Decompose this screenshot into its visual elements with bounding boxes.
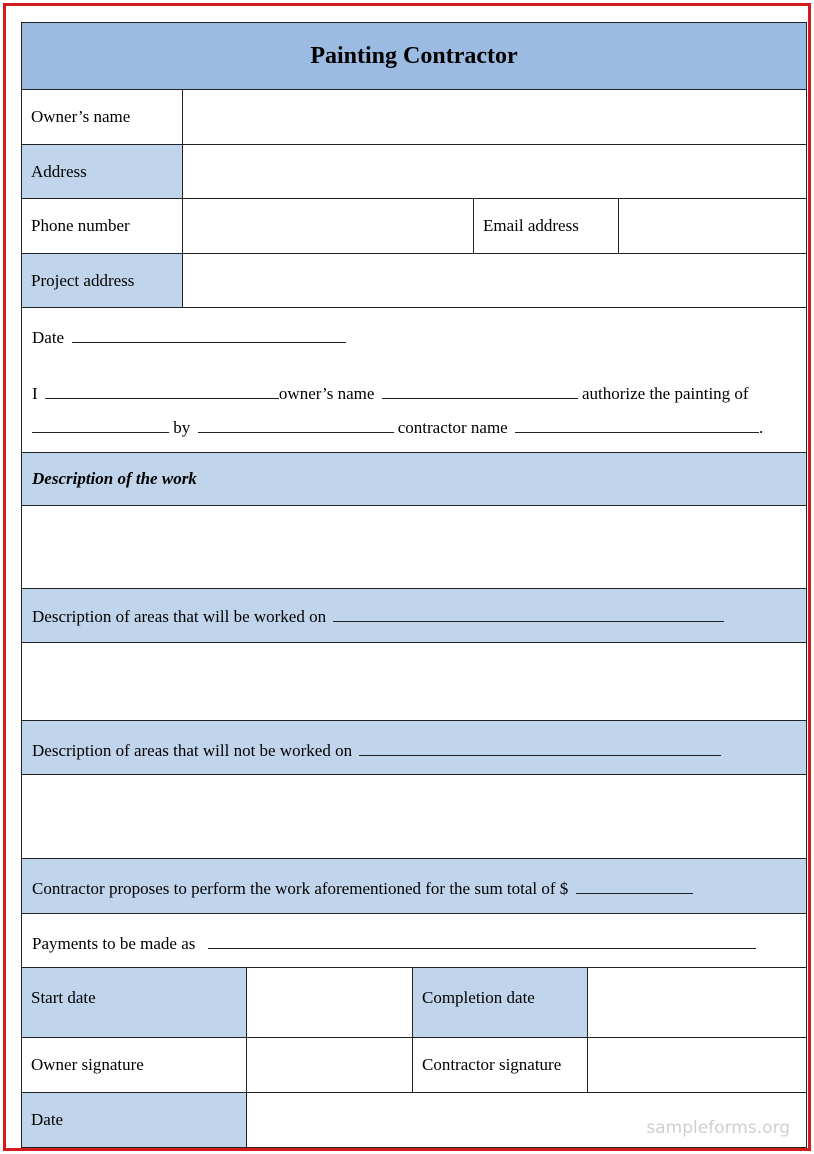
- date-line: [32, 328, 346, 348]
- owners-name-label: Owner’s name: [22, 90, 183, 144]
- phone-number-label: Phone number: [22, 199, 183, 253]
- description-work-header: [22, 453, 806, 506]
- contractor-signature-label: Contractor signature: [413, 1038, 588, 1092]
- form-sheet: [21, 22, 807, 1148]
- areas-not-worked-line: [32, 741, 721, 761]
- date-blank[interactable]: [72, 328, 346, 343]
- payments-row: [22, 914, 806, 968]
- dates-row: [22, 968, 806, 1038]
- payments-line: [32, 934, 756, 954]
- areas-worked-line: [32, 607, 724, 627]
- auth-period: .: [758, 418, 764, 437]
- areas-not-worked-blank[interactable]: [359, 741, 721, 756]
- signatures-row: [22, 1038, 806, 1093]
- auth-i-text: I: [32, 384, 38, 403]
- phone-number-field[interactable]: [183, 199, 474, 253]
- watermark: sampleforms.org: [646, 1118, 790, 1138]
- auth-by-text: by: [173, 418, 191, 437]
- owners-name-field[interactable]: [183, 90, 806, 144]
- auth-painting-blank[interactable]: [32, 418, 169, 433]
- sum-blank[interactable]: [576, 879, 693, 894]
- description-work-label: Description of the work: [32, 469, 197, 488]
- areas-worked-blank[interactable]: [333, 607, 724, 622]
- auth-owner-blank[interactable]: [45, 384, 279, 399]
- phone-email-row: [22, 199, 806, 254]
- authorize-line-2: [32, 418, 763, 438]
- sum-label: Contractor proposes to perform the work aforementioned for the sum total of $: [32, 879, 569, 898]
- address-label: Address: [22, 145, 183, 198]
- areas-worked-header: [22, 589, 806, 643]
- payments-label: Payments to be made as: [32, 934, 196, 953]
- project-address-label: Project address: [22, 254, 183, 307]
- form-title: Painting Contractor: [22, 23, 806, 90]
- auth-by-blank[interactable]: [198, 418, 394, 433]
- owners-name-row: [22, 90, 806, 145]
- page-frame: [3, 3, 811, 1151]
- date-label: Date: [32, 328, 65, 347]
- address-field[interactable]: [183, 145, 806, 198]
- sum-line: [32, 879, 693, 899]
- completion-date-field[interactable]: [588, 968, 806, 1037]
- description-work-field[interactable]: [22, 506, 806, 589]
- owner-signature-field[interactable]: [247, 1038, 413, 1092]
- start-date-cell: [22, 968, 247, 1037]
- start-date-field[interactable]: [247, 968, 413, 1037]
- address-row: [22, 145, 806, 199]
- bottom-date-label: Date: [22, 1093, 247, 1147]
- areas-not-worked-field[interactable]: [22, 775, 806, 859]
- areas-not-worked-header: [22, 721, 806, 775]
- project-address-field[interactable]: [183, 254, 806, 307]
- project-address-row: [22, 254, 806, 308]
- completion-date-cell: [413, 968, 588, 1037]
- auth-contractor-name-text: contractor name: [397, 418, 508, 437]
- areas-worked-label: Description of areas that will be worked on: [32, 607, 327, 626]
- authorization-block: [22, 308, 806, 453]
- auth-owners-name-blank[interactable]: [382, 384, 578, 399]
- auth-authorize-text: authorize the painting of: [581, 384, 749, 403]
- owner-signature-label: Owner signature: [22, 1038, 247, 1092]
- email-address-field[interactable]: [619, 199, 806, 253]
- auth-contractor-name-blank[interactable]: [515, 418, 759, 433]
- authorize-line-1: [32, 384, 749, 404]
- auth-owners-name-text: owner’s name: [278, 384, 375, 403]
- payments-blank[interactable]: [208, 934, 756, 949]
- contractor-signature-field[interactable]: [588, 1038, 806, 1092]
- areas-not-worked-label: Description of areas that will not be worked on: [32, 741, 353, 760]
- email-address-label: Email address: [474, 199, 619, 253]
- completion-date-label: Completion date: [422, 988, 535, 1007]
- areas-worked-field[interactable]: [22, 643, 806, 721]
- sum-row: [22, 859, 806, 914]
- start-date-label: Start date: [31, 988, 96, 1007]
